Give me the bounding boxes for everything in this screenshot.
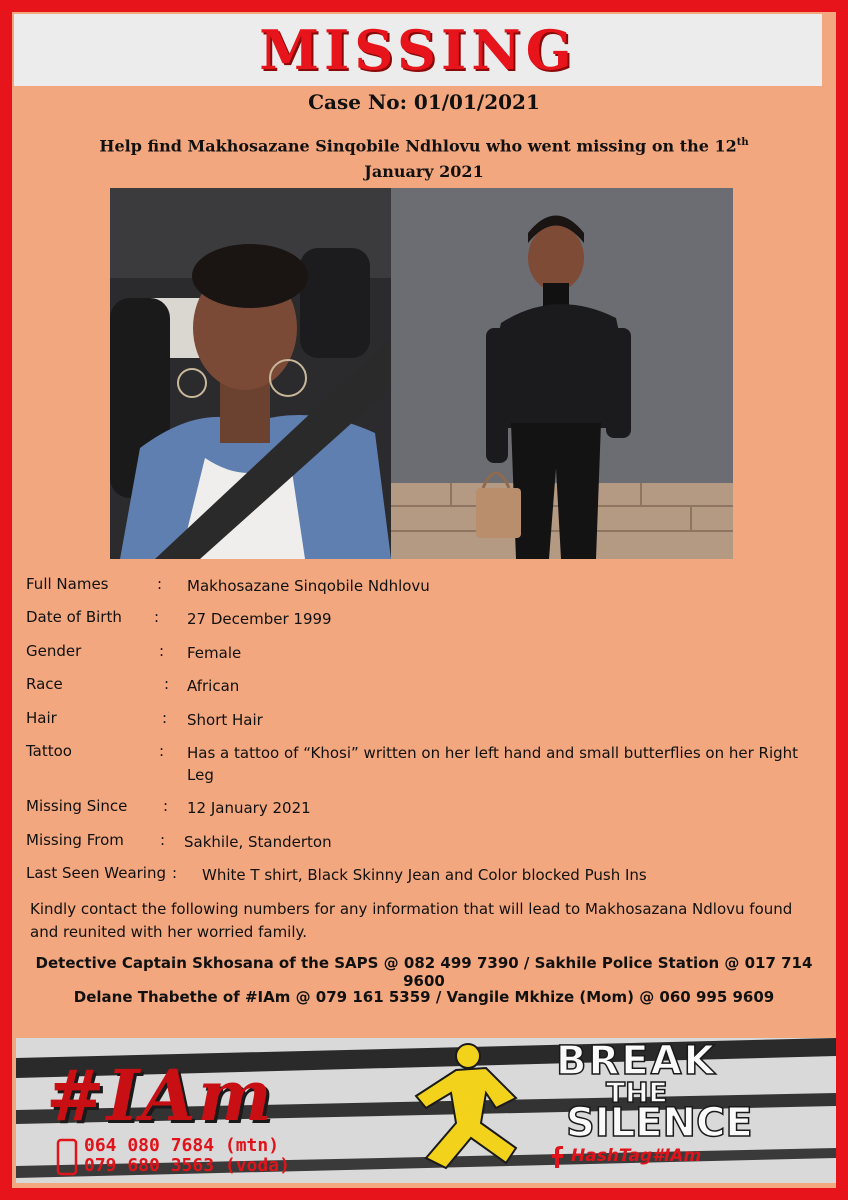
detail-separator: : — [159, 742, 165, 760]
page-title: MISSING — [259, 18, 577, 82]
detail-separator: : — [162, 709, 168, 727]
detail-label: Hair — [26, 709, 57, 727]
banner-break: BREAK — [556, 1038, 717, 1084]
banner-facebook: HashTag#IAm — [571, 1146, 702, 1166]
detail-value: 12 January 2021 — [187, 799, 311, 817]
detail-row-gender — [26, 642, 816, 666]
case-number: Case No: 01/01/2021 — [308, 90, 540, 114]
banner-hashtag: #IAm — [46, 1054, 274, 1137]
contact-note: Kindly contact the following numbers for any information that will lead to Makhosazana Ndlovu found and reunited with her worried family. — [30, 900, 793, 941]
title-bar — [14, 14, 822, 86]
detail-value: Makhosazane Sinqobile Ndhlovu — [187, 577, 430, 595]
detail-separator: : — [160, 831, 166, 849]
banner-the: THE — [606, 1076, 668, 1109]
detail-label: Gender — [26, 642, 82, 660]
banner-phone-mtn: 064 080 7684 (mtn) — [84, 1135, 280, 1156]
banner-silence: SILENCE — [566, 1100, 753, 1146]
detail-label: Date of Birth — [26, 608, 122, 626]
detail-row-hair — [26, 709, 816, 733]
help-text — [30, 130, 818, 185]
banner-phone-voda: 079 680 3563 (voda) — [84, 1155, 290, 1176]
detail-label: Last Seen Wearing — [26, 864, 167, 882]
detail-separator: : — [163, 797, 169, 815]
detail-row-date-of-birth — [26, 608, 816, 632]
detail-row-full-names — [26, 575, 816, 599]
detail-label: Race — [26, 675, 63, 693]
photo-selfie — [110, 188, 391, 559]
contact-line-2: Delane Thabethe of #IAm @ 079 161 5359 / Vangile Mkhize (Mom) @ 060 995 9609 — [73, 988, 775, 1006]
detail-value: Has a tattoo of “Khosi” written on her left hand and small butterflies on her Right Leg — [187, 744, 799, 784]
detail-separator: : — [157, 575, 163, 593]
detail-value: African — [187, 677, 240, 695]
detail-row-race — [26, 675, 816, 699]
detail-value: Sakhile, Standerton — [184, 833, 332, 851]
iam-banner — [16, 1038, 836, 1183]
detail-label: Missing Since — [26, 797, 128, 815]
detail-value: 27 December 1999 — [187, 610, 332, 628]
detail-row-missing-from — [26, 831, 816, 855]
help-text-main: Help find Makhosazane Sinqobile Ndhlovu who went missing on the 12 — [99, 136, 737, 156]
detail-label: Full Names — [26, 575, 109, 593]
help-text-end: January 2021 — [364, 162, 484, 182]
detail-value: White T shirt, Black Skinny Jean and Color blocked Push Ins — [202, 866, 647, 884]
help-text-sup: th — [736, 137, 749, 148]
detail-row-missing-since — [26, 797, 816, 821]
contact-line-1: Detective Captain Skhosana of the SAPS @ 082 499 7390 / Sakhile Police Station @ 017 714 9600 — [35, 954, 813, 990]
facebook-icon — [548, 1146, 566, 1168]
detail-value: Short Hair — [187, 711, 263, 729]
detail-value: Female — [187, 644, 242, 662]
detail-label: Missing From — [26, 831, 124, 849]
detail-row-tattoo — [26, 742, 816, 788]
phone-icon — [56, 1138, 78, 1176]
detail-separator: : — [172, 864, 178, 882]
photo-standing — [391, 188, 733, 559]
detail-separator: : — [154, 608, 160, 626]
detail-label: Tattoo — [26, 742, 72, 760]
detail-row-last-seen-wearing — [26, 864, 816, 888]
detail-separator: : — [159, 642, 165, 660]
detail-separator: : — [164, 675, 170, 693]
